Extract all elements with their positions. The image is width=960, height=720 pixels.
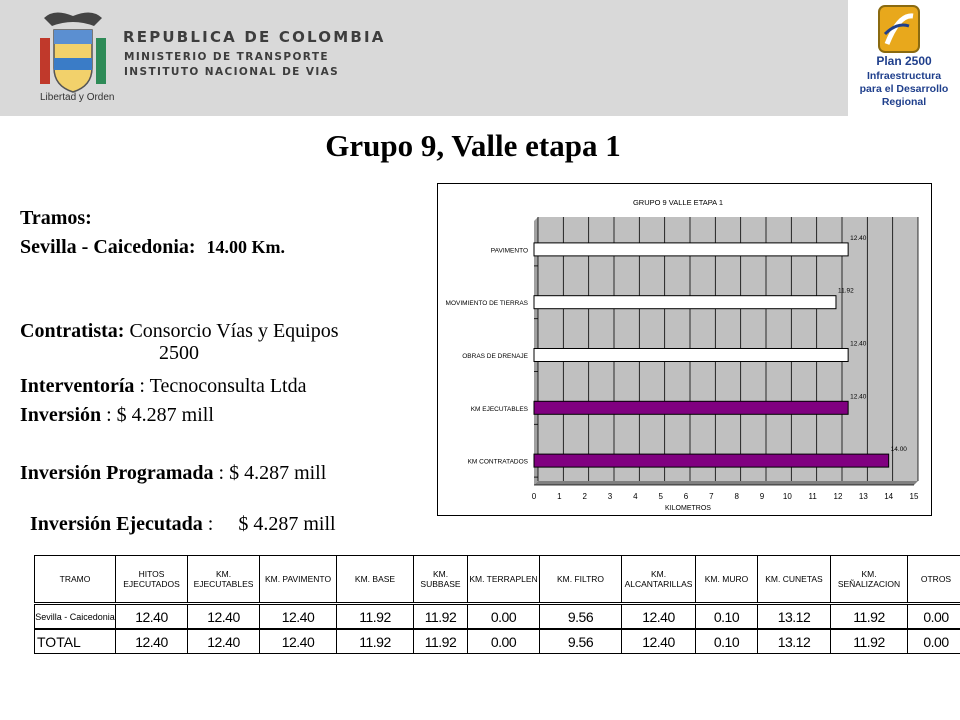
x-tick-label: 13: [858, 492, 868, 501]
plan-2500-logo: [848, 0, 960, 116]
bar-chart: [437, 183, 932, 516]
table-cell: 0.00: [908, 629, 960, 654]
table-total-row: [35, 629, 960, 654]
interventoria-line: [20, 375, 307, 397]
data-label: 11.92: [837, 287, 854, 295]
x-tick-label: 0: [531, 492, 537, 501]
plan-title: Plan 2500: [876, 54, 932, 68]
table-cell: 12.40: [188, 604, 260, 630]
x-tick-label: 8: [734, 492, 739, 501]
plan-2500-icon: [875, 4, 923, 58]
table-cell: 12.40: [116, 629, 188, 654]
x-tick-label: 7: [709, 492, 714, 501]
contratista-label: Contratista:: [20, 320, 125, 342]
table-cell: 0.00: [468, 604, 540, 630]
y-category-label: KM CONTRATADOS: [467, 458, 528, 466]
y-category-label: OBRAS DE DRENAJE: [462, 353, 528, 360]
inversion-label: Inversión: [20, 404, 102, 426]
bar: [534, 349, 848, 362]
table-header-cell: HITOS EJECUTADOS: [116, 556, 188, 604]
table-cell: 11.92: [831, 629, 908, 654]
table-cell: 12.40: [260, 604, 337, 630]
inversion-line: [20, 404, 214, 426]
interventoria-value: : Tecnoconsulta Ltda: [134, 375, 307, 397]
table-header-cell: KM. TERRAPLEN: [468, 556, 540, 604]
table-cell: 12.40: [622, 629, 696, 654]
table-cell: 11.92: [337, 629, 414, 654]
bar: [534, 243, 848, 256]
data-label: 12.40: [850, 340, 867, 348]
bar: [534, 296, 836, 309]
x-tick-label: 1: [557, 492, 562, 501]
x-tick-label: 3: [607, 492, 613, 501]
tramos-label: Tramos:: [20, 207, 92, 229]
tramo-line: [20, 236, 285, 258]
inversion-programada-line: [20, 462, 326, 484]
table-cell: 12.40: [188, 629, 260, 654]
table-cell: 11.92: [337, 604, 414, 630]
plan-subtitle-2: para el Desarrollo: [859, 83, 949, 95]
tramo-name: Sevilla - Caicedonia:: [20, 236, 196, 258]
table-cell: 12.40: [116, 604, 188, 630]
table-header-cell: KM. PAVIMENTO: [260, 556, 337, 604]
contratista-value: Consorcio Vías y Equipos: [124, 320, 339, 342]
chart-title: GRUPO 9 VALLE ETAPA 1: [632, 198, 724, 207]
bar: [534, 401, 848, 414]
data-label: 12.40: [850, 393, 867, 401]
inversion-programada-label: Inversión Programada: [20, 462, 214, 484]
plot-floor: [534, 481, 918, 485]
table-cell: 11.92: [831, 604, 908, 630]
table-cell: 9.56: [540, 629, 622, 654]
inversion-ejecutada-line: [20, 491, 336, 535]
table-header-cell: TRAMO: [35, 556, 116, 604]
x-tick-label: 5: [658, 492, 663, 501]
ministry-name: MINISTERIO DE TRANSPORTE: [124, 51, 329, 63]
chart-svg: [438, 184, 931, 515]
table-header-row: [35, 556, 960, 604]
table-header-cell: KM. EJECUTABLES: [188, 556, 260, 604]
table-header-cell: KM. MURO: [696, 556, 758, 604]
table-cell: 0.00: [468, 629, 540, 654]
table-cell: 9.56: [540, 604, 622, 630]
data-label: 12.40: [850, 234, 867, 242]
data-label: 14.00: [890, 446, 907, 454]
inversion-ejecutada-value: : $ 4.287 mill: [202, 513, 336, 535]
y-category-label: PAVIMENTO: [490, 247, 528, 255]
table-cell: 12.40: [260, 629, 337, 654]
header-banner: [0, 0, 960, 116]
motto-text: Libertad y Orden: [40, 92, 115, 103]
x-tick-label: 14: [884, 492, 894, 501]
institute-name: INSTITUTO NACIONAL DE VIAS: [124, 66, 340, 78]
x-tick-label: 2: [582, 492, 587, 501]
table-header-cell: KM. CUNETAS: [758, 556, 831, 604]
x-tick-label: 4: [633, 492, 638, 501]
x-axis-label: KILOMETROS: [665, 505, 711, 512]
contratista-value-2: 2500: [159, 342, 199, 364]
x-tick-label: 10: [782, 492, 792, 501]
x-tick-label: 9: [759, 492, 765, 501]
row-label-cell: TOTAL: [35, 629, 116, 654]
table-header-cell: KM. FILTRO: [540, 556, 622, 604]
x-tick-label: 6: [683, 492, 689, 501]
table-cell: 12.40: [622, 604, 696, 630]
x-tick-label: 12: [833, 492, 843, 501]
progress-table: [34, 555, 960, 654]
bar: [534, 454, 889, 467]
table-header-cell: KM. SUBBASE: [414, 556, 468, 604]
interventoria-label: Interventoría: [20, 375, 135, 397]
tramo-km: 14.00 Km.: [206, 237, 286, 257]
table-cell: 13.12: [758, 629, 831, 654]
inversion-value: : $ 4.287 mill: [101, 404, 214, 426]
table-cell: 13.12: [758, 604, 831, 630]
x-tick-label: 11: [808, 492, 817, 501]
inversion-ejecutada-label: Inversión Ejecutada: [30, 513, 203, 535]
plan-subtitle-1: Infraestructura: [866, 70, 942, 82]
country-name: REPUBLICA DE COLOMBIA: [123, 28, 386, 46]
table-row: [35, 604, 960, 630]
x-tick-label: 15: [909, 492, 919, 501]
table-header-cell: KM. SEÑALIZACION: [831, 556, 908, 604]
table-header-cell: KM. ALCANTARILLAS: [622, 556, 696, 604]
table-cell: 11.92: [414, 629, 468, 654]
table-cell: 0.10: [696, 604, 758, 630]
inversion-programada-value: : $ 4.287 mill: [213, 462, 327, 484]
table-cell: 11.92: [414, 604, 468, 630]
y-category-label: KM EJECUTABLES: [470, 405, 528, 413]
plan-subtitle-3: Regional: [881, 96, 927, 108]
table-header-cell: OTROS: [908, 556, 960, 604]
row-label-cell: Sevilla - Caicedonia: [35, 604, 116, 630]
table-cell: 0.10: [696, 629, 758, 654]
table-header-cell: KM. BASE: [337, 556, 414, 604]
table-cell: 0.00: [908, 604, 960, 630]
page-title: Grupo 9, Valle etapa 1: [325, 128, 621, 163]
contratista-line: [20, 320, 339, 342]
y-category-label: MOVIMIENTO DE TIERRAS: [445, 300, 528, 308]
